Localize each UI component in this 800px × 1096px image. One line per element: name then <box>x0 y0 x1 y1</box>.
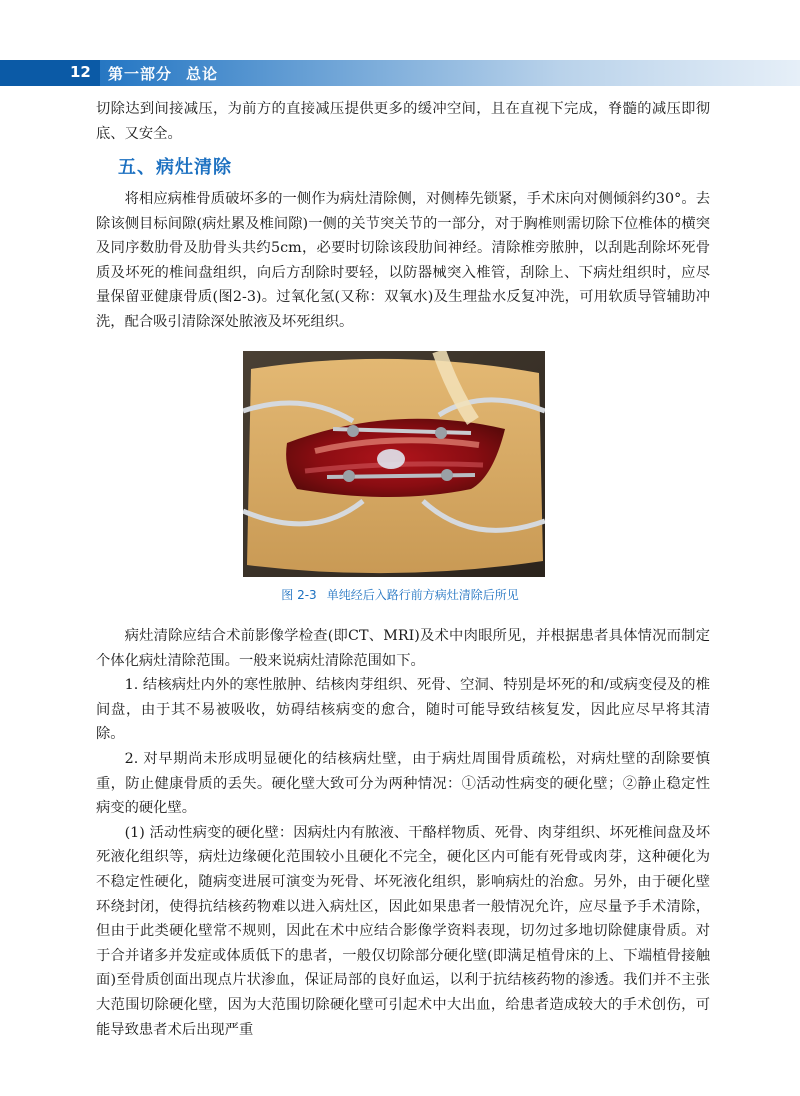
body-block <box>96 624 710 1042</box>
section-block <box>96 187 710 335</box>
section-paragraph: 将相应病椎骨质破坏多的一侧作为病灶清除侧，对侧棒先锁紧，手术床向对侧倾斜约30°。去除该侧目标间隙(病灶累及椎间隙)一侧的关节突关节的一部分，对于胸椎则需切除下位椎体的横突及同序数肋骨及肋骨头共约5cm，必要时切除该段肋间神经。清除椎旁脓肿，以刮匙刮除坏死骨质及坏死的椎间盘组织，向后方刮除时要轻，以防器械突入椎管，刮除上、下病灶组织时，应尽量保留亚健康骨质(图2-3)。过氧化氢(又称：双氧水)及生理盐水反复冲洗，可用软质导管辅助冲洗，配合吸引清除深处脓液及坏死组织。 <box>96 191 710 330</box>
running-header-title <box>108 63 218 84</box>
part-label: 第一部分 <box>108 65 173 83</box>
surgical-photo-image <box>243 351 545 577</box>
surgical-photo <box>243 351 545 577</box>
page-number: 12 <box>70 63 91 81</box>
body-paragraph: 病灶清除应结合术前影像学检查(即CT、MRI)及术中肉眼所见，并根据患者具体情况而制定个体化病灶清除范围。一般来说病灶清除范围如下。 <box>96 628 710 669</box>
body-paragraph: 1. 结核病灶内外的寒性脓肿、结核肉芽组织、死骨、空洞、特别是坏死的和/或病变侵及的椎间盘，由于其不易被吸收，妨碍结核病变的愈合，随时可能导致结核复发，因此应尽早将其清除。 <box>96 677 710 743</box>
section-heading: 五、病灶清除 <box>118 157 232 178</box>
figure-id: 图 2-3 <box>281 588 317 602</box>
figure-caption <box>0 586 800 603</box>
body-paragraph: 2. 对早期尚未形成明显硬化的结核病灶壁，由于病灶周围骨质疏松，对病灶壁的刮除要慎重，防止健康骨质的丢失。硬化壁大致可分为两种情况：①活动性病变的硬化壁；②静止稳定性病变的硬化壁。 <box>96 750 710 817</box>
running-header <box>0 60 800 86</box>
intro-paragraph: 切除达到间接减压，为前方的直接减压提供更多的缓冲空间，且在直视下完成，脊髓的减压即彻底、又安全。 <box>96 101 710 142</box>
body-paragraph: (1) 活动性病变的硬化壁：因病灶内有脓液、干酪样物质、死骨、肉芽组织、坏死椎间盘及坏死液化组织等，病灶边缘硬化范围较小且硬化不完全，硬化区内可能有死骨或肉芽，这种硬化为不稳定性硬化，随病变进展可演变为死骨、坏死液化组织，影响病灶的治愈。另外，由于硬化壁环绕封闭，使得抗结核药物难以进入病灶区，因此如果患者一般情况允许，应尽量予手术清除，但由于此类硬化壁常不规则，因此在术中应结合影像学资料表现，切勿过多地切除健康骨质。对于合并诸多并发症或体质低下的患者，一般仅切除部分硬化壁(即满足植骨床的上、下端植骨接触面)至骨质创面出现点片状渗血，保证局部的良好血运，以利于抗结核药物的渗透。我们并不主张大范围切除硬化壁，因为大范围切除硬化壁可引起术中大出血，给患者造成较大的手术创伤，可能导致患者术后出现严重 <box>96 824 710 1038</box>
intro-block <box>96 97 710 146</box>
chapter-label: 总论 <box>186 65 219 83</box>
figure-caption-text: 单纯经后入路行前方病灶清除后所见 <box>326 588 519 602</box>
